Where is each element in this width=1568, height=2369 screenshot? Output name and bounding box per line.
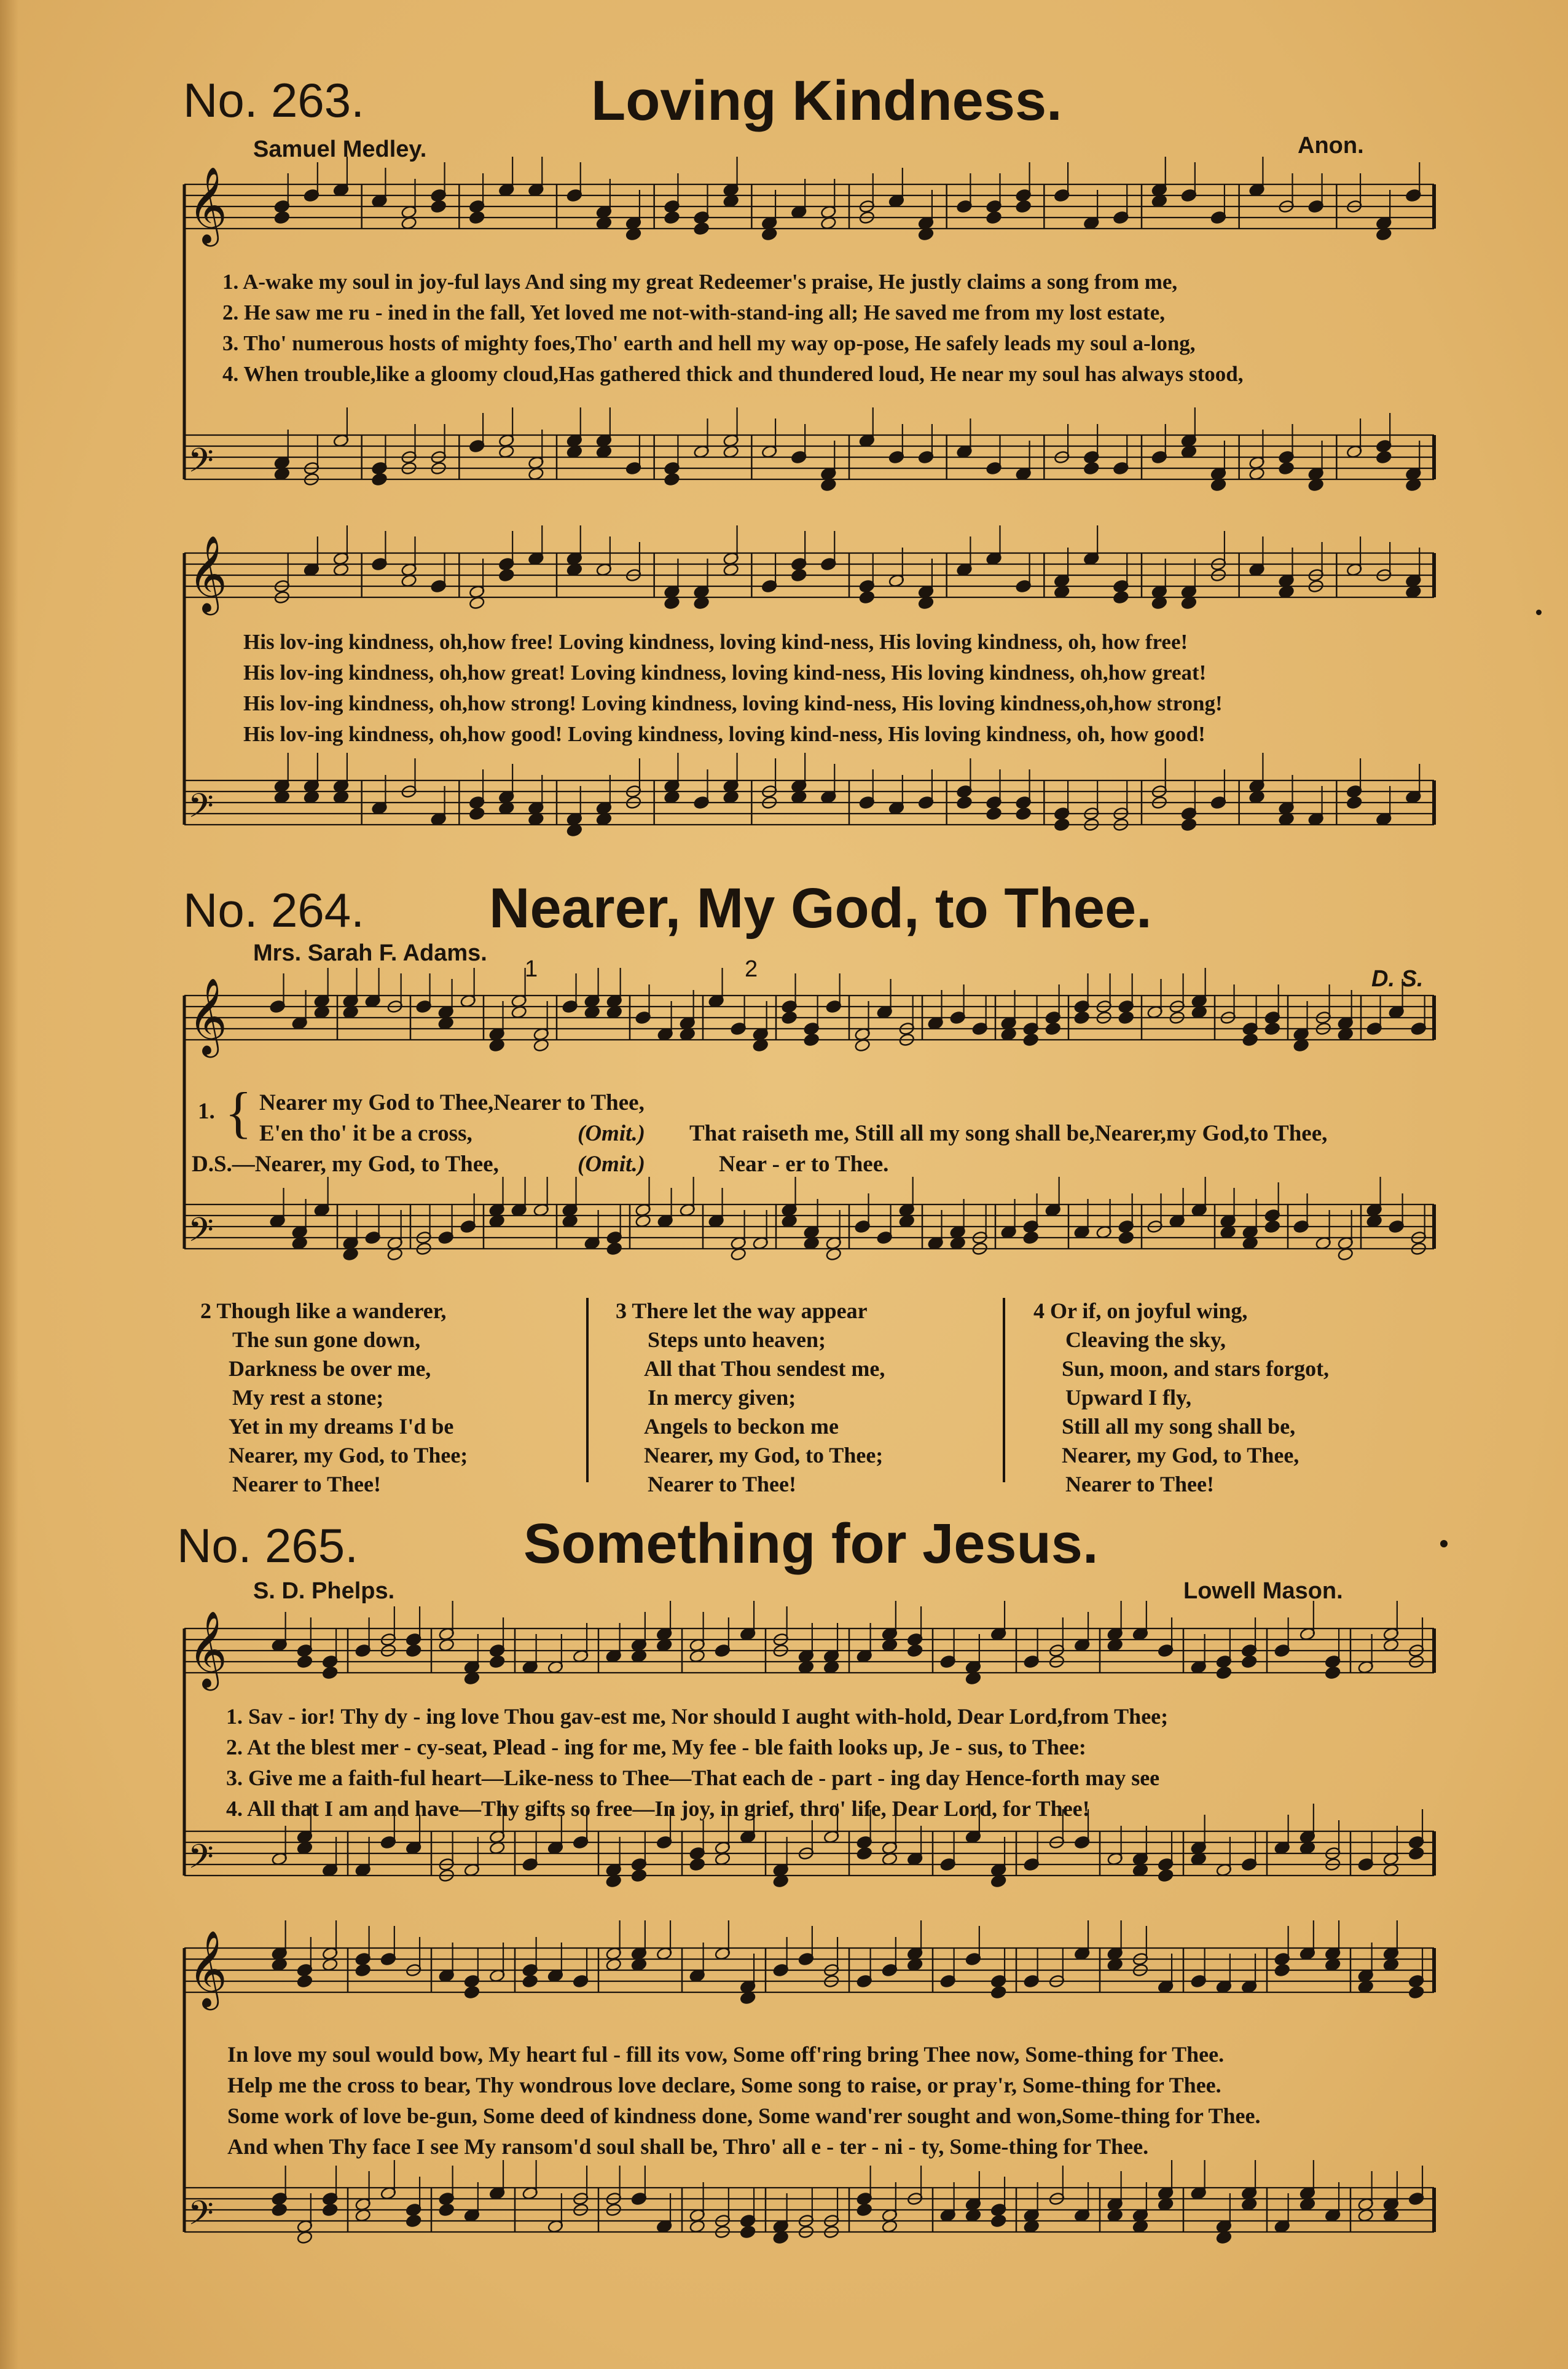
hymn-265-verses-a bbox=[226, 1701, 1168, 1824]
second-ending-label: 2 bbox=[745, 956, 758, 982]
lyric-line: 4. All that I am and have—Thy gifts so free—In joy, in grief, thro' life, Dear Lord, for Thee! bbox=[226, 1796, 1090, 1821]
verse-line: Steps unto heaven; bbox=[648, 1327, 826, 1352]
svg-text:𝄢: 𝄢 bbox=[188, 442, 214, 488]
lyric-line: And when Thy face I see My ransom'd soul shall be, Thro' all e - ter - ni - ty, Some-thing for Thee. bbox=[227, 2134, 1149, 2159]
lyric-line: Near - er to Thee. bbox=[719, 1152, 889, 1177]
omit-mark: (Omit.) bbox=[578, 1121, 645, 1146]
hymn-264-number: No. 264. bbox=[183, 883, 364, 937]
svg-text:𝄞: 𝄞 bbox=[188, 978, 227, 1055]
verse-line: Nearer to Thee! bbox=[648, 1472, 796, 1496]
lyric-line: His lov-ing kindness, oh,how great! Loving kindness, loving kind-ness, His loving kindness, oh,how great! bbox=[243, 661, 1207, 685]
svg-text:𝄢: 𝄢 bbox=[188, 787, 214, 833]
lyric-line: 2. He saw me ru - ined in the fall, Yet loved me not-with-stand-ing all; He saved me from my lost estate, bbox=[222, 301, 1165, 324]
staff-263-1-bass bbox=[184, 407, 1434, 492]
staff-265-1-treble bbox=[184, 1601, 1434, 1691]
hymn-265-composer: Lowell Mason. bbox=[1183, 1578, 1343, 1604]
lyric-line: D.S.—Nearer, my God, to Thee, bbox=[192, 1152, 499, 1177]
lyric-line: 1. A-wake my soul in joy-ful lays And sing my great Redeemer's praise, He justly claims a song from me, bbox=[222, 270, 1178, 294]
verse-line: Nearer, my God, to Thee, bbox=[1062, 1443, 1299, 1467]
lyric-line: In love my soul would bow, My heart ful - fill its vow, Some off'ring bring Thee now, Some-thing for Thee. bbox=[227, 2042, 1225, 2067]
lyric-line: 4. When trouble,like a gloomy cloud,Has gathered thick and thundered loud, He near my soul has always stood, bbox=[222, 362, 1244, 386]
verse-line: Nearer, my God, to Thee; bbox=[229, 1443, 468, 1467]
lyric-line: Nearer my God to Thee,Nearer to Thee, bbox=[259, 1090, 645, 1115]
lyric-line: 1. Sav - ior! Thy dy - ing love Thou gav-est me, Nor should I aught with-hold, Dear Lord,from Thee; bbox=[226, 1704, 1169, 1729]
print-speck bbox=[1440, 1540, 1448, 1547]
hymn-265-title: Something for Jesus. bbox=[523, 1512, 1099, 1575]
staff-265-2-treble bbox=[184, 1920, 1434, 2010]
column-divider bbox=[1003, 1298, 1005, 1482]
verse-line: My rest a stone; bbox=[232, 1385, 384, 1410]
svg-text:𝄞: 𝄞 bbox=[188, 167, 227, 243]
column-divider bbox=[586, 1298, 589, 1482]
brace: { bbox=[225, 1081, 253, 1144]
hymn-263-verses-b bbox=[243, 627, 1223, 750]
staff-264-bass bbox=[184, 1177, 1434, 1261]
lyric-line: 3. Tho' numerous hosts of mighty foes,Tho' earth and hell my way op-pose, He safely leads my soul a-long, bbox=[222, 331, 1196, 355]
lyric-line: Help me the cross to bear, Thy wondrous love declare, Some song to raise, or pray'r, Some-thing for Thee. bbox=[227, 2073, 1221, 2097]
verse-line: Nearer to Thee! bbox=[1065, 1472, 1214, 1496]
omit-mark: (Omit.) bbox=[578, 1152, 645, 1177]
lyric-line: That raiseth me, Still all my song shall be,Nearer,my God,to Thee, bbox=[689, 1121, 1328, 1146]
verse-line: Yet in my dreams I'd be bbox=[229, 1414, 454, 1439]
svg-text:𝄢: 𝄢 bbox=[188, 1211, 214, 1257]
hymn-264-stanza-4 bbox=[1033, 1297, 1329, 1499]
verse-line: In mercy given; bbox=[648, 1385, 796, 1410]
verse-line: The sun gone down, bbox=[232, 1327, 421, 1352]
svg-text:𝄢: 𝄢 bbox=[188, 1838, 214, 1884]
svg-text:𝄞: 𝄞 bbox=[188, 1611, 227, 1687]
verse-line: Upward I fly, bbox=[1065, 1385, 1192, 1410]
hymn-263-author: Samuel Medley. bbox=[253, 136, 427, 162]
hymn-263-composer: Anon. bbox=[1298, 133, 1364, 159]
first-ending-label: 1 bbox=[525, 956, 538, 982]
svg-text:𝄞: 𝄞 bbox=[188, 1930, 227, 2007]
print-speck bbox=[1536, 610, 1542, 615]
lyric-line: His lov-ing kindness, oh,how good! Loving kindness, loving kind-ness, His loving kindness, oh, how good! bbox=[243, 722, 1205, 746]
verse-line: Nearer, my God, to Thee; bbox=[644, 1443, 884, 1467]
verse-line: 4 Or if, on joyful wing, bbox=[1033, 1298, 1248, 1323]
lyric-line: 3. Give me a faith-ful heart—Like-ness to Thee—That each de - part - ing day Hence-forth may see bbox=[226, 1766, 1160, 1790]
staff-263-1-treble bbox=[184, 157, 1434, 246]
svg-text:𝄢: 𝄢 bbox=[188, 2194, 214, 2241]
verse-line: Sun, moon, and stars forgot, bbox=[1062, 1356, 1330, 1381]
hymn-263-verses-a bbox=[222, 267, 1243, 390]
hymn-265-author: S. D. Phelps. bbox=[253, 1578, 395, 1604]
staff-265-2-bass bbox=[184, 2160, 1434, 2244]
hymn-264-title: Nearer, My God, to Thee. bbox=[489, 877, 1152, 940]
hymn-263-number: No. 263. bbox=[183, 73, 364, 127]
verse-line: 3 There let the way appear bbox=[616, 1298, 868, 1323]
stanza-number: 1. bbox=[198, 1099, 215, 1124]
hymn-265-verses-b bbox=[227, 2039, 1261, 2162]
lyric-line: 2. At the blest mer - cy-seat, Plead - ing for me, My fee - ble faith looks up, Je - sus, to Thee: bbox=[226, 1735, 1086, 1759]
verse-line: Darkness be over me, bbox=[229, 1356, 431, 1381]
verse-line: Angels to beckon me bbox=[644, 1414, 839, 1439]
svg-text:𝄞: 𝄞 bbox=[188, 535, 227, 612]
staff-263-2-treble bbox=[184, 525, 1434, 615]
verse-line: Still all my song shall be, bbox=[1062, 1414, 1296, 1439]
verse-line: All that Thou sendest me, bbox=[644, 1356, 885, 1381]
lyric-line: E'en tho' it be a cross, bbox=[259, 1121, 472, 1146]
hymn-264-stanza-2 bbox=[200, 1297, 468, 1499]
hymn-265-number: No. 265. bbox=[177, 1518, 358, 1573]
hymn-264-author: Mrs. Sarah F. Adams. bbox=[253, 940, 487, 966]
hymn-263-title: Loving Kindness. bbox=[591, 69, 1062, 132]
verse-line: Cleaving the sky, bbox=[1065, 1327, 1226, 1352]
verse-line: Nearer to Thee! bbox=[232, 1472, 381, 1496]
dal-segno-label: D. S. bbox=[1371, 966, 1424, 992]
staff-264-treble bbox=[184, 968, 1434, 1058]
lyric-line: Some work of love be-gun, Some deed of kindness done, Some wand'rer sought and won,Some-thing for Thee. bbox=[227, 2104, 1261, 2128]
verse-line: 2 Though like a wanderer, bbox=[200, 1298, 447, 1323]
lyric-line: His lov-ing kindness, oh,how free! Loving kindness, loving kind-ness, His loving kindness, oh, how free! bbox=[243, 630, 1188, 654]
lyric-line: His lov-ing kindness, oh,how strong! Loving kindness, loving kind-ness, His loving kindness,oh,how strong! bbox=[243, 691, 1223, 715]
staff-263-2-bass bbox=[184, 753, 1434, 837]
hymn-264-stanza-3 bbox=[616, 1297, 885, 1499]
